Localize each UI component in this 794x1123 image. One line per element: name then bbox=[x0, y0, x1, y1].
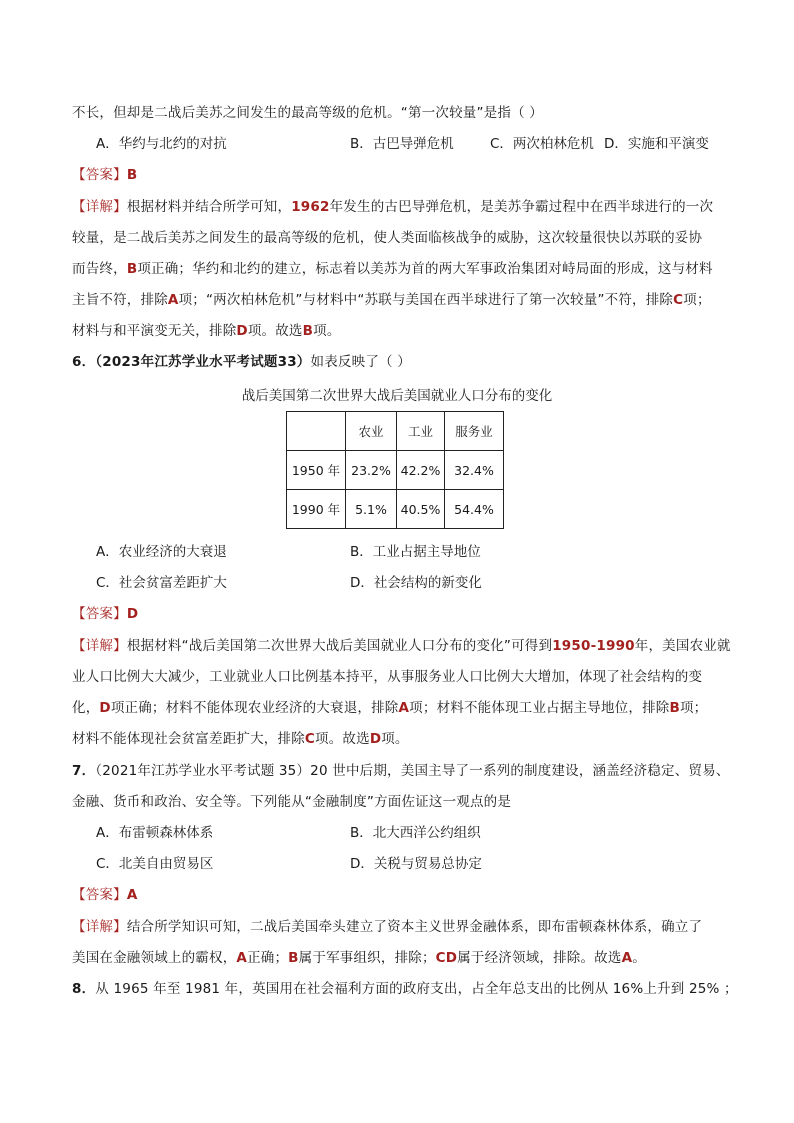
detail-text: 正确； bbox=[247, 950, 289, 966]
q6-option-d: D．社会结构的新变化 bbox=[350, 575, 482, 591]
q6-option-c: C．社会贫富差距扩大 bbox=[96, 575, 227, 591]
q7-stem-line: 金融、货币和政治、安全等。下列能从“金融制度”方面佐证这一观点的是 bbox=[72, 794, 512, 810]
detail-text: 年，美国农业就 bbox=[634, 638, 731, 654]
q7-detail-line bbox=[72, 917, 732, 937]
detail-highlight: B bbox=[126, 261, 138, 277]
detail-highlight: D bbox=[236, 323, 248, 339]
q7-stem-line bbox=[72, 761, 732, 781]
question-stem: 如表反映了（ ） bbox=[310, 354, 411, 370]
table-cell: 54.4% bbox=[445, 490, 504, 529]
q7-detail-line bbox=[72, 948, 732, 968]
detail-highlight: C bbox=[304, 731, 316, 747]
q7-option-a: A．布雷顿森林体系 bbox=[96, 825, 214, 841]
q6-detail-line bbox=[72, 729, 732, 749]
detail-text: 项。 bbox=[381, 731, 409, 747]
detail-tag: 【详解】 bbox=[72, 638, 127, 654]
detail-text: 属于军事组织，排除； bbox=[298, 950, 436, 966]
detail-highlight: CD bbox=[435, 950, 458, 966]
detail-highlight: B bbox=[288, 950, 299, 966]
q5-option-b: B．古巴导弹危机 bbox=[350, 136, 454, 152]
detail-text: 而告终， bbox=[72, 261, 127, 277]
detail-highlight: A bbox=[621, 950, 633, 966]
detail-highlight: B bbox=[669, 700, 680, 716]
table-cell: 5.1% bbox=[346, 490, 397, 529]
detail-text: 项； bbox=[683, 292, 711, 308]
detail-text: 根据材料并结合所学可知， bbox=[126, 199, 292, 215]
q6-stem bbox=[72, 352, 732, 372]
question-number: 6． bbox=[72, 354, 96, 370]
table-cell: 40.5% bbox=[397, 490, 445, 529]
table-cell: 工业 bbox=[397, 412, 445, 451]
q5-detail-line bbox=[72, 290, 732, 310]
q5-detail-line bbox=[72, 228, 732, 248]
q5-stem-tail: 不长，但却是二战后美苏之间发生的最高等级的危机。“第一次较量”是指（ ） bbox=[72, 105, 543, 121]
detail-highlight: A bbox=[398, 700, 410, 716]
q6-answer bbox=[72, 604, 732, 624]
detail-highlight: A bbox=[236, 950, 248, 966]
table-cell: 32.4% bbox=[445, 451, 504, 490]
q6-detail-line bbox=[72, 698, 732, 718]
table-cell: 23.2% bbox=[346, 451, 397, 490]
table-row bbox=[287, 490, 504, 529]
answer-value: B bbox=[126, 167, 138, 183]
detail-text: 项； bbox=[679, 700, 708, 716]
answer-value: D bbox=[126, 606, 139, 622]
detail-text: 年发生的古巴导弹危机，是美苏争霸过程中在西半球进行的一次 bbox=[329, 199, 714, 215]
q6-option-a: A．农业经济的大衰退 bbox=[96, 544, 227, 560]
q8-stem bbox=[72, 979, 738, 999]
table-cell: 1950 年 bbox=[287, 451, 346, 490]
q5-option-d: D．实施和平演变 bbox=[604, 136, 709, 152]
detail-text: 项正确；华约和北约的建立，标志着以美苏为首的两大军事政治集团对峙局面的形成，这与材料 bbox=[137, 261, 713, 277]
q5-detail-line bbox=[72, 259, 732, 279]
q5-option-c: C．两次柏林危机 bbox=[490, 136, 594, 152]
table-row bbox=[287, 451, 504, 490]
detail-text: 项。 bbox=[313, 323, 341, 339]
detail-highlight: B bbox=[302, 323, 314, 339]
question-number: 8． bbox=[72, 981, 96, 997]
table-cell: 42.2% bbox=[397, 451, 445, 490]
question-stem: （2021年江苏学业水平考试题 35）20 世中后期，美国主导了一系列的制度建设，涵盖经济稳定、贸易、 bbox=[95, 763, 730, 779]
answer-value: A bbox=[126, 887, 138, 903]
q6-detail-line bbox=[72, 636, 732, 656]
detail-text: 业人口比例大大减少，工业就业人口比例基本持平，从事服务业人口比例大大增加，体现了社会结构的变 bbox=[72, 669, 703, 685]
detail-text: 化， bbox=[72, 700, 100, 716]
q6-option-b: B．工业占据主导地位 bbox=[350, 544, 481, 560]
detail-highlight: 1962 bbox=[291, 199, 330, 215]
detail-highlight: C bbox=[673, 292, 684, 308]
detail-highlight: A bbox=[167, 292, 179, 308]
detail-tag: 【详解】 bbox=[72, 919, 127, 935]
detail-text: 项；“两次柏林危机”与材料中“苏联与美国在西半球进行了第一次较量”不符，排除 bbox=[178, 292, 674, 308]
question-source: （2023年江苏学业水平考试题33） bbox=[95, 354, 311, 370]
answer-tag: 【答案】 bbox=[72, 606, 127, 622]
detail-text: 材料与和平演变无关，排除 bbox=[72, 323, 237, 339]
detail-text: 材料不能体现社会贫富差距扩大，排除 bbox=[72, 731, 305, 747]
q5-option-a: A．华约与北约的对抗 bbox=[96, 136, 227, 152]
detail-text: 项；材料不能体现工业占据主导地位，排除 bbox=[409, 700, 670, 716]
question-number: 7． bbox=[72, 763, 96, 779]
detail-text: 主旨不符，排除 bbox=[72, 292, 168, 308]
q7-answer bbox=[72, 885, 732, 905]
detail-text: 美国在金融领域上的霸权， bbox=[72, 950, 237, 966]
detail-text: 项正确；材料不能体现农业经济的大衰退，排除 bbox=[110, 700, 399, 716]
table-cell: 农业 bbox=[346, 412, 397, 451]
detail-tag: 【详解】 bbox=[72, 199, 127, 215]
table-cell: 服务业 bbox=[445, 412, 504, 451]
q5-answer bbox=[72, 165, 732, 185]
detail-text: 项。故选 bbox=[247, 323, 303, 339]
q7-option-d: D．关税与贸易总协定 bbox=[350, 856, 482, 872]
q6-detail-line bbox=[72, 667, 732, 687]
detail-text: 结合所学知识可知，二战后美国牵头建立了资本主义世界金融体系，即布雷顿森林体系，确立了 bbox=[126, 919, 703, 935]
table-header-row bbox=[287, 412, 504, 451]
detail-highlight: 1950-1990 bbox=[552, 638, 635, 654]
table-cell bbox=[287, 412, 346, 451]
q5-detail-line bbox=[72, 197, 732, 217]
detail-text: 属于经济领域，排除。故选 bbox=[457, 950, 622, 966]
answer-tag: 【答案】 bbox=[72, 887, 127, 903]
detail-text: 较量，是二战后美苏之间发生的最高等级的危机，使人类面临核战争的威胁，这次较量很快以苏联的妥协 bbox=[72, 230, 703, 246]
detail-text: 。 bbox=[632, 950, 646, 966]
answer-tag: 【答案】 bbox=[72, 167, 127, 183]
table-caption: 战后美国第二次世界大战后美国就业人口分布的变化 bbox=[241, 388, 553, 404]
employment-table bbox=[286, 411, 504, 529]
q7-option-b: B．北大西洋公约组织 bbox=[350, 825, 481, 841]
q5-detail-line bbox=[72, 321, 732, 341]
table-cell: 1990 年 bbox=[287, 490, 346, 529]
detail-text: 根据材料“战后美国第二次世界大战后美国就业人口分布的变化”可得到 bbox=[126, 638, 553, 654]
question-stem: 从 1965 年至 1981 年，英国用在社会福利方面的政府支出，占全年总支出的比例从 16%上升到 25% ； bbox=[95, 981, 738, 997]
detail-highlight: D bbox=[99, 700, 111, 716]
detail-text: 项。故选 bbox=[315, 731, 370, 747]
q7-option-c: C．北美自由贸易区 bbox=[96, 856, 214, 872]
detail-highlight: D bbox=[369, 731, 382, 747]
